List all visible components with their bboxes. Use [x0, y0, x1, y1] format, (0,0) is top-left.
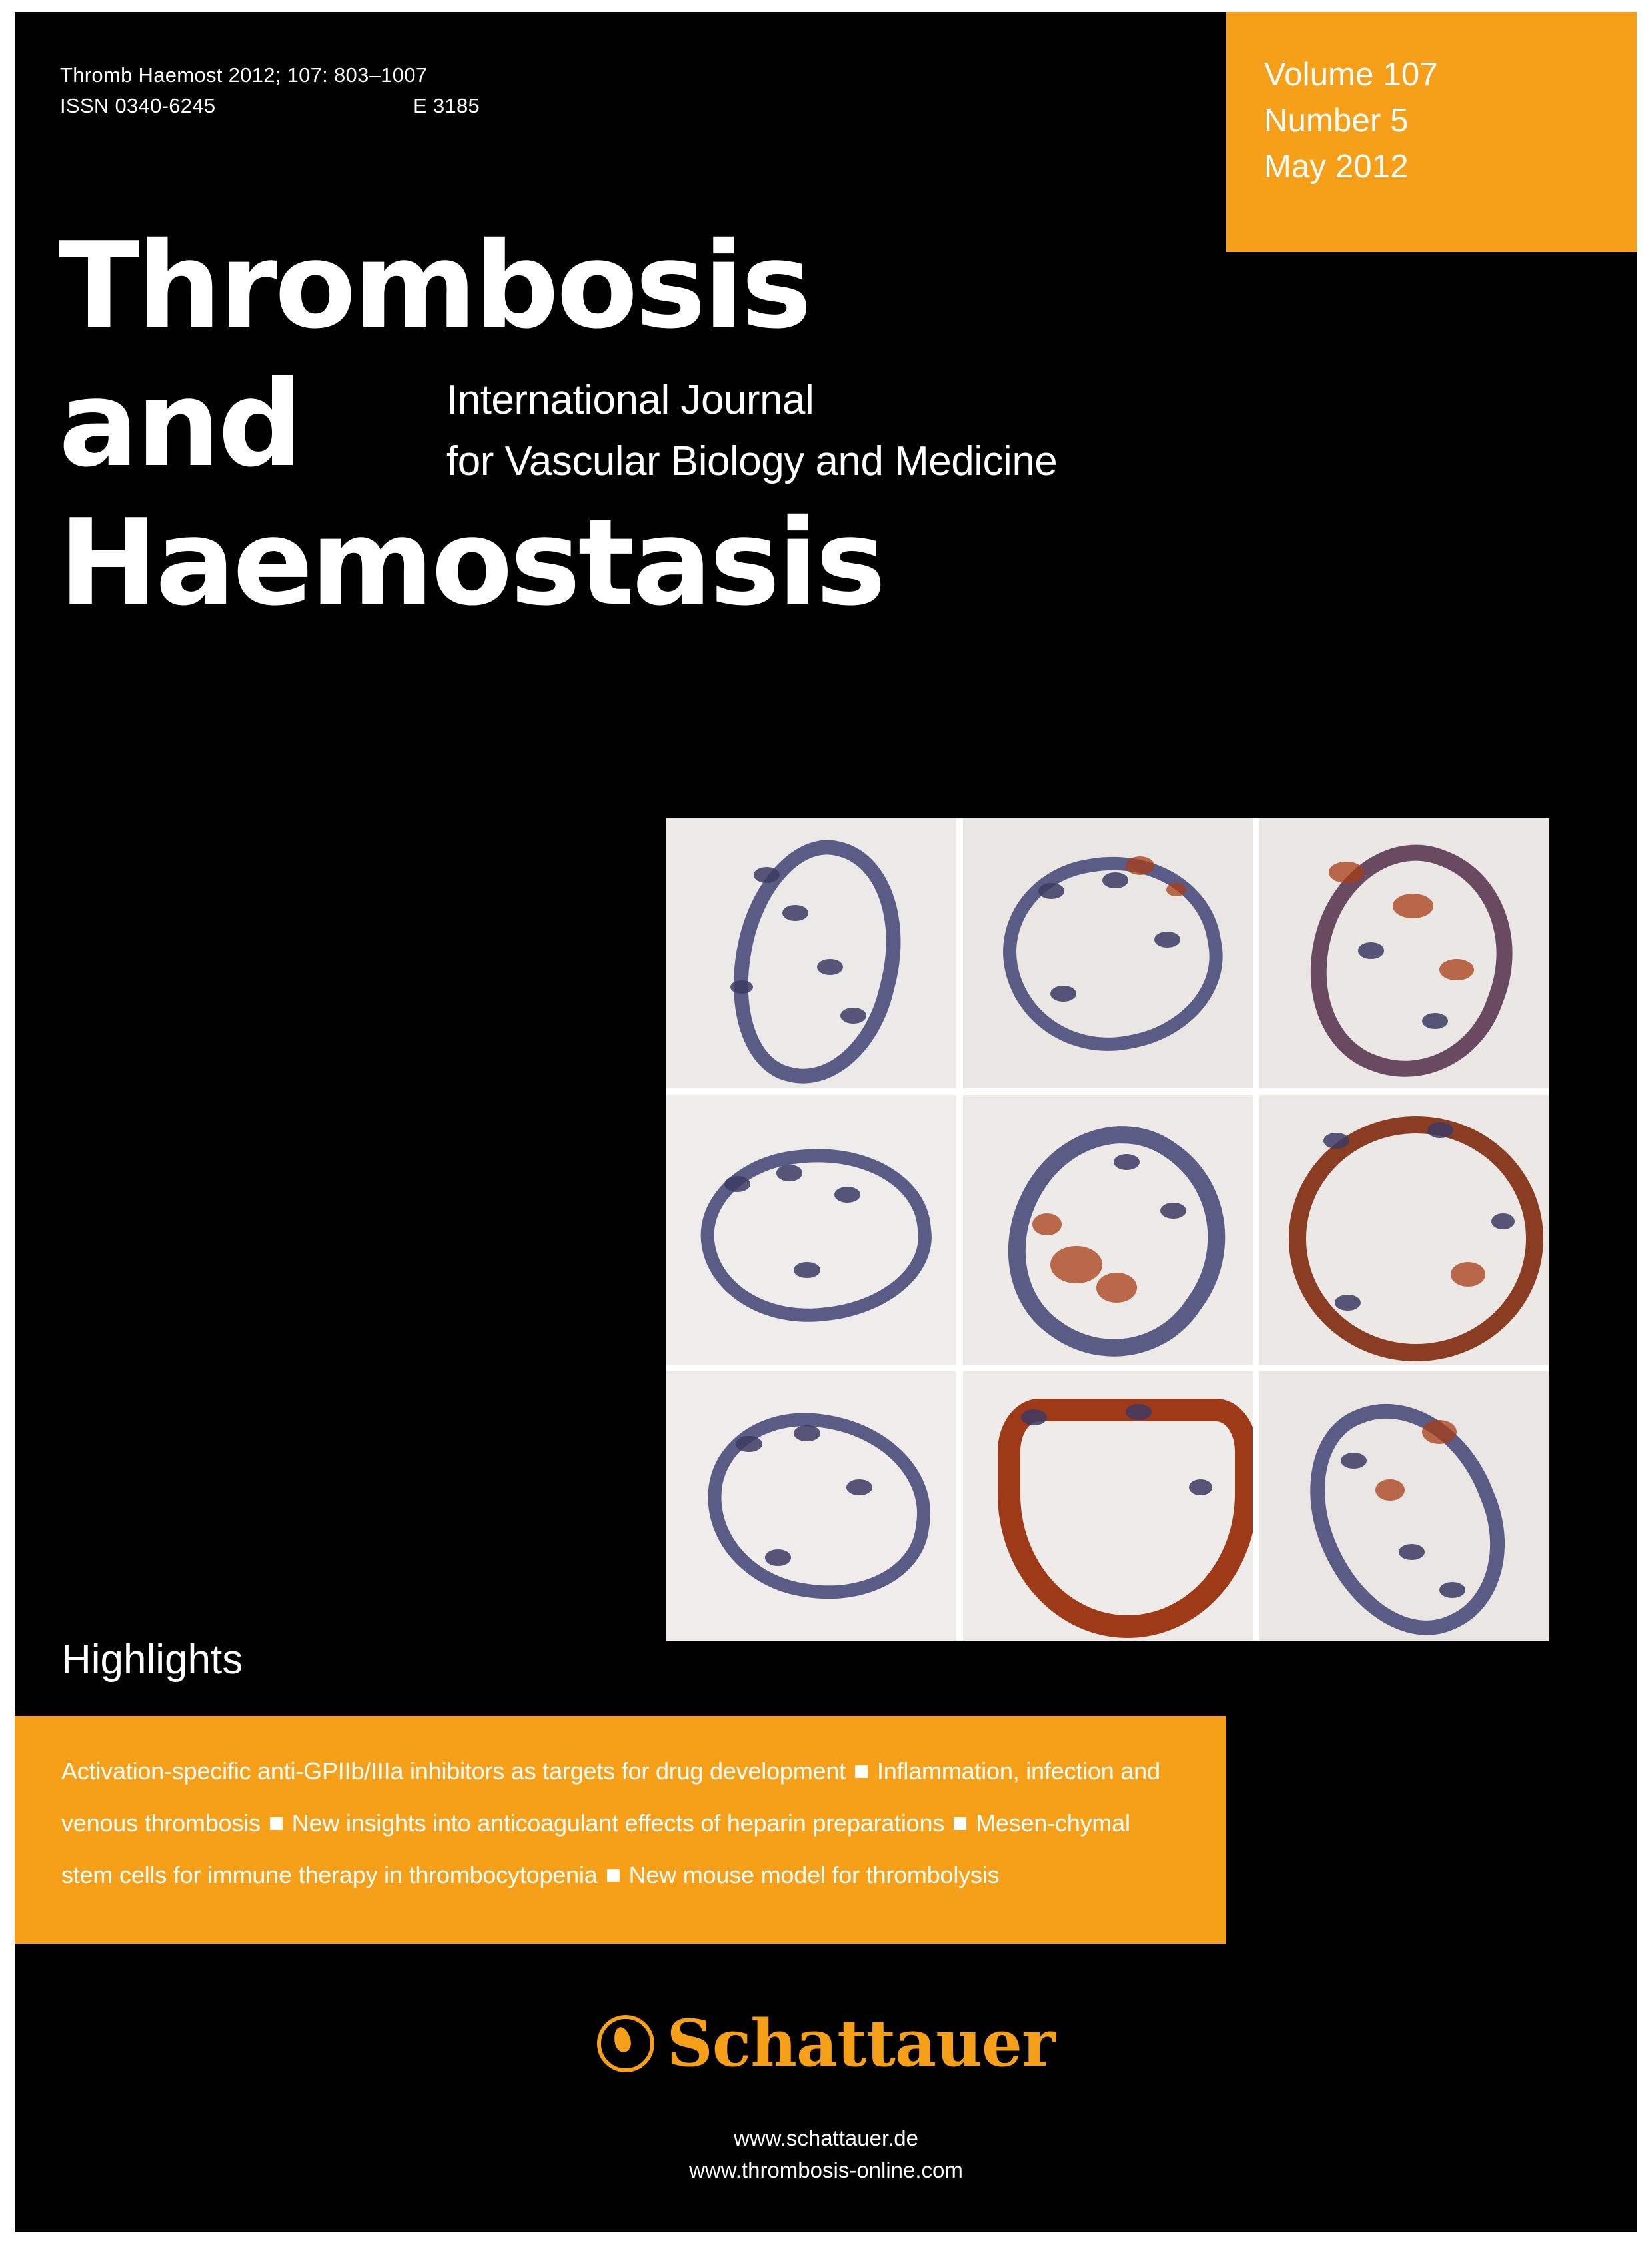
publisher-name: Schattauer	[666, 2006, 1055, 2081]
micrograph-panel	[1259, 818, 1549, 1088]
micrograph-panel	[963, 1371, 1253, 1641]
publisher-logo	[0, 2006, 1652, 2081]
publication-code: E 3185	[413, 94, 480, 117]
subtitle-line-1: International Journal	[446, 377, 814, 423]
journal-title	[59, 217, 1391, 632]
page-margin-right	[1637, 0, 1652, 2251]
micrograph-panel	[963, 1095, 1253, 1365]
micrograph-panel	[963, 818, 1253, 1088]
highlights-list	[61, 1745, 1188, 1901]
issn-label: ISSN 0340-6245	[60, 94, 216, 117]
highlight-item: Inflammation, infection and venous thrombosis	[61, 1757, 1160, 1837]
bullet-square-icon	[855, 1765, 868, 1778]
title-line-3: Haemostasis	[59, 494, 884, 632]
page-margin-top	[0, 0, 1652, 12]
bullet-square-icon	[607, 1869, 620, 1882]
page-margin-bottom	[0, 2232, 1652, 2251]
micrograph-panel	[666, 1371, 956, 1641]
issue-number-label: Number 5	[1264, 103, 1409, 139]
micrograph-panel	[666, 818, 956, 1088]
volume-label: Volume 107	[1264, 57, 1438, 93]
citation-line: Thromb Haemost 2012; 107: 803–1007	[60, 63, 428, 87]
highlight-item: New insights into anticoagulant effects of heparin preparations	[291, 1809, 945, 1837]
highlight-item: New mouse model for thrombolysis	[628, 1861, 1000, 1888]
subtitle-line-2: for Vascular Biology and Medicine	[446, 438, 1058, 484]
publisher-urls	[0, 2122, 1652, 2186]
micrograph-panel	[666, 1095, 956, 1365]
journal-subtitle	[446, 370, 1057, 492]
highlights-band	[15, 1716, 1226, 1944]
title-row-2	[59, 355, 1391, 494]
cover-image-grid	[666, 818, 1549, 1641]
page-margin-left	[0, 0, 15, 2251]
issue-meta	[60, 60, 726, 121]
schattauer-seal-icon	[597, 2015, 654, 2072]
publisher-url-secondary[interactable]: www.thrombosis-online.com	[689, 2158, 963, 2182]
title-line-1: Thrombosis	[59, 217, 810, 355]
highlights-heading: Highlights	[61, 1637, 243, 1683]
micrograph-panel	[1259, 1371, 1549, 1641]
bullet-square-icon	[270, 1817, 283, 1830]
bullet-square-icon	[954, 1817, 966, 1830]
title-line-2: and	[59, 355, 301, 493]
highlight-item: Mesen-chymal stem cells for immune therapy in thrombocytopenia	[61, 1809, 1130, 1888]
publisher-url-primary[interactable]: www.schattauer.de	[734, 2126, 918, 2150]
volume-block	[1226, 12, 1637, 252]
micrograph-panel	[1259, 1095, 1549, 1365]
highlight-item: Activation-specific anti-GPIIb/IIIa inhibitors as targets for drug development	[61, 1757, 846, 1785]
issn-line	[60, 91, 726, 121]
issue-date-label: May 2012	[1264, 149, 1409, 185]
